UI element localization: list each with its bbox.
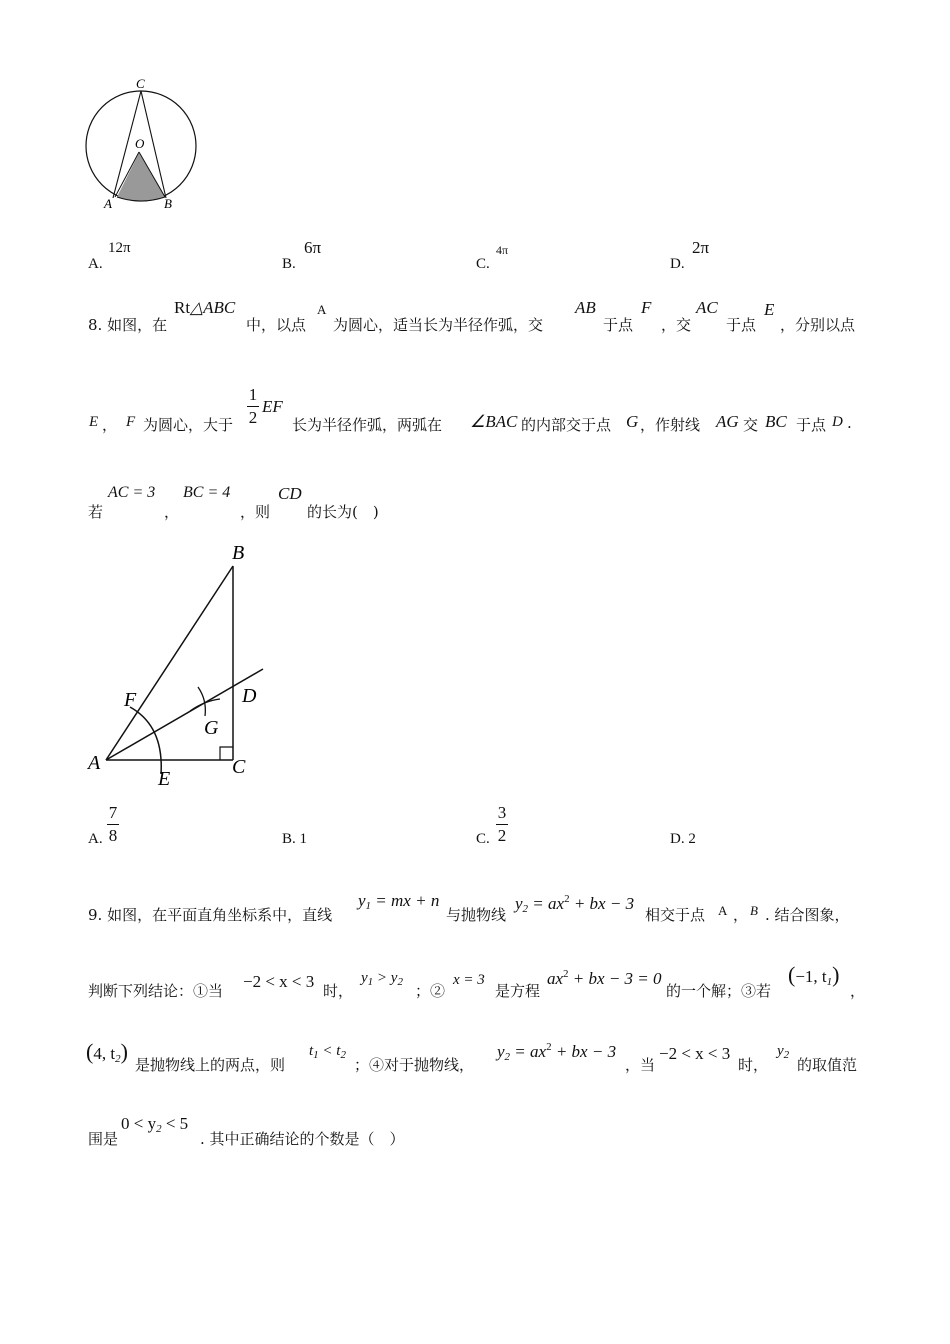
arc-g1 — [198, 687, 205, 716]
eq-y: y — [515, 894, 523, 913]
q8-point-a: A — [317, 302, 327, 317]
q8-text-jiao: ，交 — [661, 316, 692, 334]
q9-l3-shi: 时， — [738, 1056, 769, 1074]
label-e: E — [158, 768, 171, 790]
label-a: A — [104, 196, 112, 211]
y2-sub: 2 — [783, 1049, 790, 1061]
q9-l3-two-points: 是抛物线上的两点，则 — [135, 1056, 286, 1074]
q9-intro: 9. 如图，在平面直角坐标系中，直线 — [88, 906, 333, 924]
ineq-text: −2 < x < 3 — [659, 1044, 731, 1063]
q7-option-d-value: 2π — [692, 238, 710, 257]
q8-l2-point-e: E — [89, 414, 99, 430]
q8-seg-ac: AC — [696, 298, 718, 317]
y2: y — [390, 970, 398, 986]
label-b: B — [164, 196, 172, 211]
ineq-a: 0 < y — [121, 1114, 157, 1133]
q9-l2-x3: x = 3 — [453, 972, 485, 988]
frac-num: 1 — [248, 385, 258, 404]
q7-option-a-label: A. — [88, 256, 103, 272]
q7-option-b-label: B. — [282, 256, 296, 272]
q9-l2-is-eq: 是方程 — [495, 982, 541, 1000]
frac-den: 2 — [248, 408, 258, 427]
point-sub: 1 — [826, 976, 833, 988]
q9-l2-two: ；② — [415, 982, 446, 1000]
q8-text-yu2: 于点 — [726, 316, 757, 334]
q9-comma: ， — [733, 906, 749, 924]
q8-point-d: D — [832, 414, 843, 430]
q8-ray-ag: AG — [716, 412, 739, 431]
eq-a: ax — [547, 969, 564, 988]
q8-point-g: G — [626, 412, 639, 431]
q9-l3-four: ；④对于抛物线， — [354, 1056, 475, 1074]
eq-mid: = ax — [510, 1042, 547, 1061]
eq-y: y — [497, 1042, 505, 1061]
frac-num: 7 — [108, 803, 118, 822]
eq-mid: = ax — [528, 894, 565, 913]
q9-text-parabola: 与抛物线 — [446, 906, 507, 924]
eq-sub: 2 — [522, 903, 529, 915]
label-d: D — [242, 685, 257, 707]
y1: y — [361, 970, 368, 986]
paren-close: ) — [120, 1039, 128, 1064]
frac-den: 8 — [108, 826, 118, 845]
t2-sub: 2 — [340, 1049, 346, 1061]
q9-point-a: A — [718, 903, 728, 918]
q8-option-c-label: C. — [476, 831, 490, 847]
q8-rt: Rt — [174, 298, 191, 317]
q9-parabola-eq — [515, 893, 634, 915]
q8-l2-comma: ， — [102, 416, 118, 434]
q9-l3-range: 的取值范 — [797, 1056, 858, 1074]
q8-text-center: 中，以点 — [246, 316, 307, 334]
q8-option-d: D. 2 — [670, 831, 696, 847]
t1-sub: 1 — [313, 1049, 319, 1061]
q8-l2-text-center: 为圆心，大于 — [143, 416, 234, 434]
q8-intro: 8. 如图，在 — [88, 316, 168, 334]
q7-option-b-value: 6π — [304, 238, 322, 257]
q8-angle-bac: ∠BAC — [470, 412, 518, 431]
q8-option-b: B. 1 — [282, 831, 308, 847]
q8-seg-cd: CD — [278, 484, 302, 503]
paren-open: ( — [788, 962, 796, 987]
frac-den: 2 — [497, 826, 507, 845]
q9-l2-ineq — [243, 972, 314, 992]
q8-option-a-label: A. — [88, 831, 103, 847]
ray-ag — [106, 669, 263, 760]
q9-l3-when: ，当 — [625, 1056, 656, 1074]
q7-option-d-label: D. — [670, 256, 685, 272]
q9-text-combine: . 结合图象， — [765, 906, 850, 924]
q8-text-arc: 为圆心，适当长为半径作弧，交 — [333, 316, 544, 334]
t1: t — [309, 1043, 314, 1059]
y2-sub: 2 — [397, 976, 403, 988]
eq-sup: 2 — [546, 1041, 552, 1053]
q8-option-a-fraction — [107, 804, 119, 845]
q9-l4-question: . 其中正确结论的个数是（ ） — [200, 1130, 405, 1148]
q8-eq-ac: AC = 3 — [108, 484, 156, 501]
label-g: G — [204, 717, 219, 739]
eq-rhs: + bx − 3 — [569, 894, 635, 913]
q8-l2-text-yu: 于点 — [796, 416, 827, 434]
label-a: A — [88, 752, 101, 774]
point-coords: 4, t — [93, 1044, 116, 1063]
q8-l2-point-f: F — [126, 414, 136, 430]
q7-option-a-value: 12π — [108, 240, 131, 256]
eq-sub: 1 — [365, 900, 372, 912]
paren-open: ( — [86, 1039, 94, 1064]
label-o: O — [135, 136, 145, 151]
q8-text-yu1: 于点 — [603, 316, 634, 334]
q9-point-b: B — [750, 903, 758, 918]
y2: y — [777, 1043, 784, 1059]
eq-sub: 2 — [504, 1051, 511, 1063]
q9-l2-point — [788, 962, 839, 988]
q9-l3-parabola — [497, 1041, 616, 1063]
frac-bar — [247, 406, 259, 407]
ineq-sub: 2 — [156, 1123, 162, 1135]
point-sub: 2 — [115, 1053, 121, 1065]
q8-l3-ruo: 若 — [88, 503, 104, 521]
eq-rest: + bx − 3 = 0 — [568, 969, 662, 988]
gt: > — [373, 970, 391, 986]
frac-bar — [107, 824, 119, 825]
ineq-text: −2 < x < 3 — [243, 972, 315, 991]
shaded-sector — [117, 153, 165, 197]
q8-l2-period: . — [847, 414, 852, 432]
q9-l2-solution: 的一个解；③若 — [666, 982, 772, 1000]
eq-rest: + bx − 3 — [551, 1042, 617, 1061]
frac-bar — [496, 824, 508, 825]
y1-sub: 1 — [367, 976, 374, 988]
q8-point-e: E — [764, 300, 775, 319]
label-f: F — [124, 689, 137, 711]
q9-l2-judge: 判断下列结论：①当 — [88, 982, 224, 1000]
q8-half-fraction — [247, 386, 259, 427]
q9-l3-ineq — [659, 1044, 730, 1064]
q9-l3-t-compare — [309, 1043, 346, 1061]
q8-l2-text-radius: 长为半径作弧，两弧在 — [292, 416, 443, 434]
q9-l2-shi: 时， — [323, 982, 354, 1000]
q8-l2-text-inside: 的内部交于点 — [521, 416, 612, 434]
eq-y: y — [358, 891, 366, 910]
label-b: B — [232, 542, 245, 564]
q8-text-each: ，分别以点 — [780, 316, 856, 334]
q8-l2-text-ray: ，作射线 — [640, 416, 701, 434]
label-c: C — [232, 756, 246, 778]
q9-l4-ineq — [121, 1114, 188, 1135]
ineq-b: < 5 — [161, 1114, 189, 1133]
eq-sup: 2 — [564, 893, 570, 905]
q8-seg-ab: AB — [575, 298, 596, 317]
circle-figure — [80, 72, 205, 212]
q9-line-eq — [358, 891, 439, 912]
label-c: C — [136, 76, 145, 91]
q8-l2-text-jiao: 交 — [743, 416, 759, 434]
q8-point-f: F — [641, 298, 652, 317]
frac-num: 3 — [497, 803, 507, 822]
q9-l3-y2 — [777, 1043, 789, 1061]
q8-option-c-fraction — [496, 804, 508, 845]
q9-l2-equation — [547, 968, 662, 989]
q8-seg-ef: EF — [262, 397, 283, 416]
q8-l3-comma: ， — [164, 503, 180, 521]
q9-l3-point — [86, 1039, 128, 1065]
q8-triangle-abc: △ABC — [190, 298, 236, 317]
q7-option-c-value: 4π — [496, 243, 509, 257]
eq-rhs: = mx + n — [371, 891, 440, 910]
q9-l4-is: 围是 — [88, 1130, 119, 1148]
sector-arc — [117, 197, 165, 201]
q9-l2-compare — [361, 970, 403, 988]
q7-option-c-label: C. — [476, 256, 490, 272]
q8-l3-question: 的长为( ) — [307, 503, 379, 521]
lt: < t — [318, 1043, 341, 1059]
q9-l2-comma: ， — [850, 982, 866, 1000]
q8-seg-bc: BC — [765, 412, 787, 431]
point-coords: −1, t — [795, 967, 827, 986]
eq-sup: 2 — [563, 968, 569, 980]
paren-close: ) — [832, 962, 840, 987]
q8-eq-bc: BC = 4 — [183, 484, 231, 501]
q8-l3-ze: ，则 — [240, 503, 271, 521]
q9-text-intersect: 相交于点 — [645, 906, 706, 924]
triangle-figure — [82, 536, 282, 796]
